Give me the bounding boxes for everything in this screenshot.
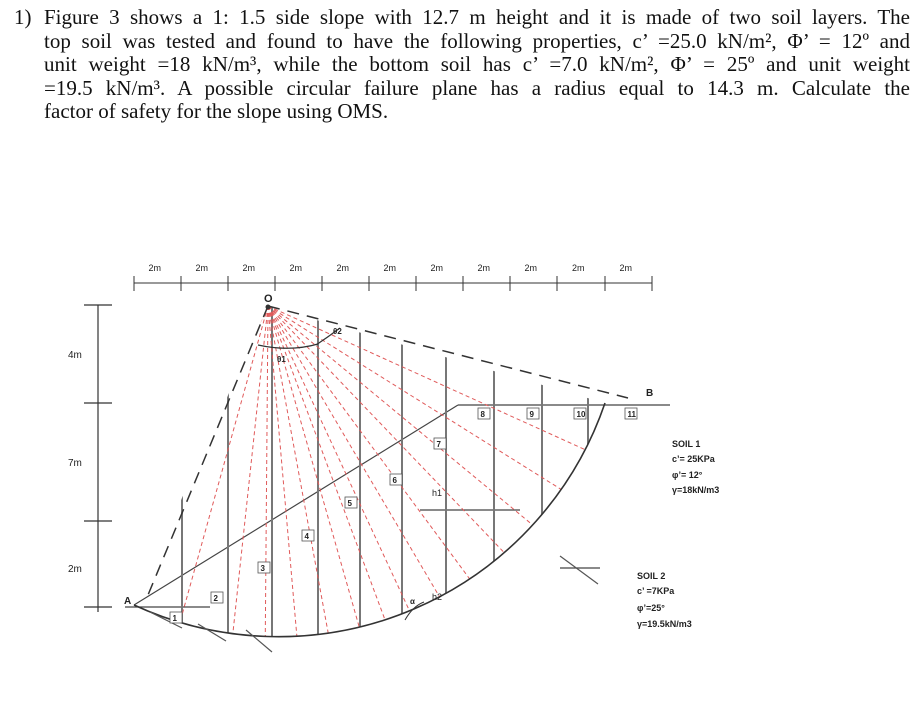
soil2-friction-angle: φ’=25° <box>637 603 665 613</box>
radial-line <box>268 306 430 655</box>
radial-line <box>268 306 500 620</box>
soil2-properties <box>637 571 692 629</box>
left-dim-7m: 7m <box>68 458 82 469</box>
slice-number <box>211 592 223 603</box>
soil1-title: SOIL 1 <box>672 439 701 449</box>
slice-base-marks <box>150 556 598 652</box>
left-dimension-line <box>84 305 112 612</box>
theta1-arc <box>258 344 318 348</box>
slice-number <box>258 562 270 573</box>
radial-lines <box>120 306 630 672</box>
top-dim-label: 2m <box>336 263 350 273</box>
height-label-h2: h2 <box>432 592 443 602</box>
angle-label-theta1: θ1 <box>277 355 286 364</box>
radial-line <box>268 306 630 470</box>
soil2-unit-weight: γ=19.5kN/m3 <box>637 619 692 629</box>
soil1-cohesion: c’= 25KPa <box>672 454 715 464</box>
slice-number <box>478 408 490 419</box>
slice-number <box>574 408 586 419</box>
soil1-properties <box>672 439 719 495</box>
angle-label-theta2: θ2 <box>333 327 342 336</box>
top-dim-label: 2m <box>195 263 209 273</box>
radial-line <box>268 306 400 660</box>
svg-text:8: 8 <box>480 410 485 419</box>
top-dim-label: 2m <box>619 263 633 273</box>
radial-line <box>265 306 268 670</box>
radial-line <box>268 306 465 640</box>
top-dim-label: 2m <box>524 263 538 273</box>
left-dim-4m: 4m <box>68 350 82 361</box>
center-label-o: O <box>264 293 273 305</box>
question-line: =19.5 kN/m³. A possible circular failure plane has a radius equal to 14.3 m. Calculate the <box>44 75 910 100</box>
svg-text:4: 4 <box>304 532 309 541</box>
slice-lines <box>182 300 630 715</box>
point-label-b: B <box>646 388 654 399</box>
slice-number <box>625 408 637 419</box>
question-number: 1) <box>14 5 32 29</box>
svg-text:7: 7 <box>436 440 441 449</box>
top-dim-label: 2m <box>148 263 162 273</box>
top-dim-label: 2m <box>242 263 256 273</box>
top-dimension-line <box>134 276 652 291</box>
soil2-cohesion: c’ =7KPa <box>637 586 675 596</box>
svg-text:10: 10 <box>576 410 586 419</box>
center-point <box>266 305 271 310</box>
svg-text:3: 3 <box>260 564 265 573</box>
soil1-unit-weight: γ=18kN/m3 <box>672 485 720 495</box>
slice-number <box>527 408 539 419</box>
question-line: factor of safety for the slope using OMS. <box>44 99 389 123</box>
radial-line <box>172 306 268 640</box>
svg-text:6: 6 <box>392 476 397 485</box>
soil2-title: SOIL 2 <box>637 571 666 581</box>
svg-text:5: 5 <box>347 499 352 508</box>
slice-number <box>302 530 314 541</box>
slice-number <box>390 474 402 485</box>
slice-number <box>345 497 357 508</box>
radial-line <box>268 306 575 560</box>
slice-number-boxes <box>170 408 637 623</box>
svg-text:1: 1 <box>172 614 177 623</box>
failure-arc <box>134 403 605 637</box>
point-label-a: A <box>124 596 132 607</box>
top-dim-label: 2m <box>477 263 491 273</box>
slice-number <box>170 612 182 623</box>
svg-text:11: 11 <box>627 410 636 419</box>
height-label-h1: h1 <box>432 488 443 498</box>
top-dim-label: 2m <box>383 263 397 273</box>
top-dim-label: 2m <box>572 263 585 273</box>
question-line: Figure 3 shows a 1: 1.5 side slope with 12.7 m height and it is made of two soil layers. The <box>44 5 910 29</box>
angle-label-alpha: α <box>410 597 415 606</box>
left-dim-2m: 2m <box>68 564 82 575</box>
top-dimension-labels <box>149 263 633 273</box>
top-dim-label: 2m <box>430 263 444 273</box>
soil1-friction-angle: φ’= 12° <box>672 470 703 480</box>
question-line: top soil was tested and found to have the following properties, c’ =25.0 kN/m², Φ’ = 12º and <box>44 28 910 53</box>
top-dim-label: 2m <box>289 263 303 273</box>
radial-line <box>230 306 268 660</box>
question-line: unit weight =18 kN/m³, while the bottom soil has c’ =7.0 kN/m², Φ’ = 25º and unit weight <box>44 52 910 76</box>
svg-text:9: 9 <box>529 410 534 419</box>
svg-text:2: 2 <box>213 594 218 603</box>
slice-number <box>434 438 446 449</box>
